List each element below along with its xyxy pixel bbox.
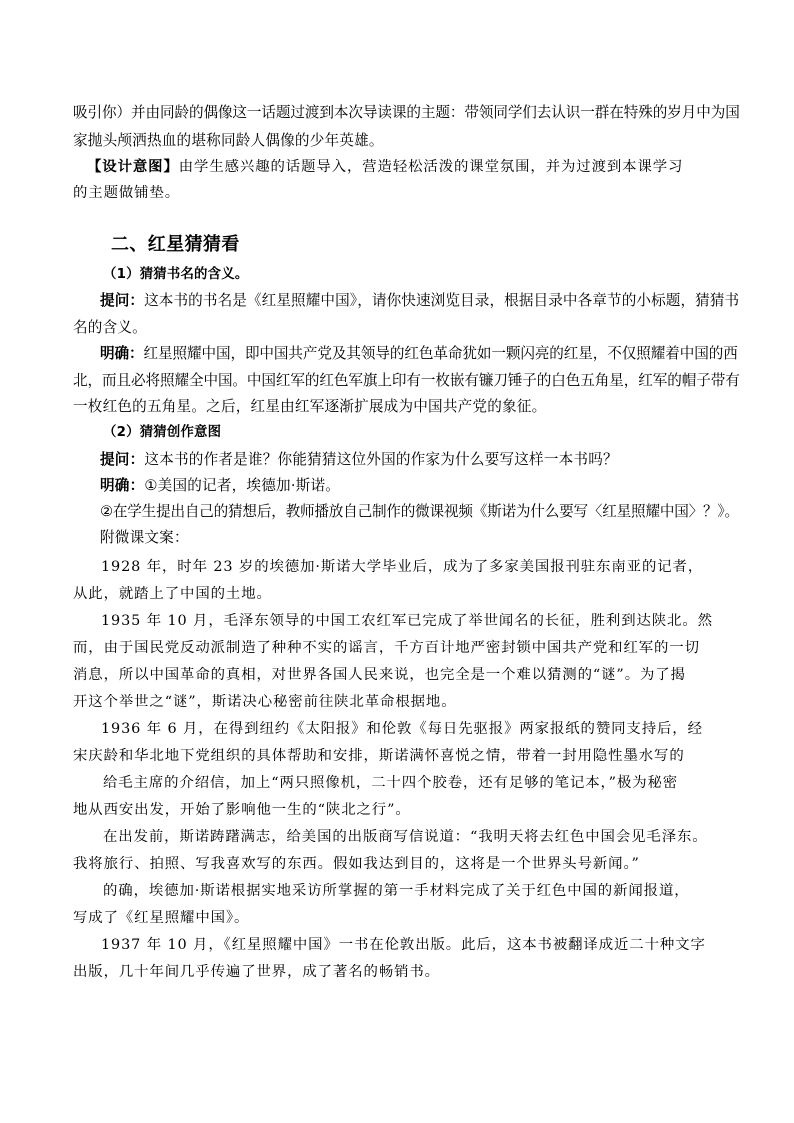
- design-intent-line: 的主题做铺垫。: [73, 185, 181, 201]
- answer-line: ②在学生提出自己的猜想后，教师播放自己制作的微课视频《斯诺为什么要写〈红星照耀中国〉？》。: [100, 503, 739, 520]
- script-line: 宋庆龄和华北地下党组织的具体帮助和安排，斯诺满怀喜悦之情，带着一封用隐性墨水写的: [73, 748, 685, 764]
- intro-line: 家抛头颅洒热血的堪称同龄人偶像的少年英雄。: [73, 132, 384, 149]
- question-text: 这本书的作者是谁？你能猜猜这位外国的作家为什么要写这样一本书吗？: [144, 451, 618, 468]
- answer-text: ①美国的记者，埃德加·斯诺。: [144, 477, 341, 494]
- answer-label: 明确：: [100, 477, 145, 494]
- script-line: 1935 年 10 月，毛泽东领导的中国工农红军已完成了举世闻名的长征，胜利到达陕北。然: [101, 613, 713, 629]
- script-line: 的确，埃德加·斯诺根据实地采访所掌握的第一手材料完成了关于红色中国的新闻报道，: [103, 883, 690, 899]
- script-line: 在出发前，斯诺踌躇满志，给美国的出版商写信说道：“我明天将去红色中国会见毛泽东。: [103, 829, 708, 845]
- script-line: 出版，几十年间几乎传遍了世界，成了著名的畅销书。: [73, 964, 440, 980]
- script-line: 而，由于国民党反动派制造了种种不实的谣言，千方百计地严密封锁中国共产党和红军的一切: [73, 640, 700, 656]
- question-label: 提问：: [100, 451, 145, 468]
- design-intent-paragraph: [87, 157, 683, 177]
- script-line: 1936 年 6 月，在得到纽约《太阳报》和伦敦《每日先驱报》两家报纸的赞同支持后，经: [101, 721, 703, 737]
- answer-paragraph: [100, 344, 738, 364]
- script-line: 从此，就踏上了中国的土地。: [73, 586, 272, 602]
- answer-line: 一枚红色的五角星。之后，红星由红军逐渐扩展成为中国共产党的象征。: [73, 398, 547, 415]
- appendix-label: 附微课文案：: [100, 529, 189, 546]
- script-line: 地从西安出发，开始了影响他一生的“陕北之行”。: [73, 802, 411, 818]
- answer-line: 北，而且必将照耀全中国。中国红军的红色军旗上印有一枚嵌有镰刀锤子的白色五角星，红军的帽子带有: [73, 372, 740, 389]
- subheading: （1）猜猜书名的含义。: [103, 267, 249, 282]
- script-line: 写成了《红星照耀中国》。: [73, 910, 250, 926]
- intro-line: 吸引你）并由同龄的偶像这一话题过渡到本次导读课的主题：带领同学们去认识一群在特殊的岁月中为国: [73, 104, 740, 121]
- question-label: 提问：: [100, 292, 145, 309]
- question-paragraph: [100, 291, 739, 311]
- script-line: 1937 年 10 月，《红星照耀中国》一书在伦敦出版。此后，这本书被翻译成近二十种文字: [101, 937, 706, 953]
- section-heading: 二、红星猜猜看: [111, 234, 240, 255]
- script-line: 给毛主席的介绍信，加上“两只照像机，二十四个胶卷，还有足够的笔记本，”极为秘密: [103, 775, 679, 791]
- design-intent-text: 由学生感兴趣的话题导入，营造轻松活泼的课堂氛围，并为过渡到本课学习: [178, 159, 684, 175]
- script-line: 1928 年，时年 23 岁的埃德加·斯诺大学毕业后，成为了多家美国报刊驻东南亚的记者，: [101, 559, 704, 575]
- answer-paragraph: [100, 476, 340, 496]
- question-line: 名的含义。: [73, 319, 147, 336]
- script-line: 开这个举世之“谜”，斯诺决心秘密前往陕北革命根据地。: [73, 694, 457, 710]
- script-line: 我将旅行、拍照、写我喜欢写的东西。假如我达到目的，这将是一个世界头号新闻。”: [73, 856, 640, 872]
- answer-label: 明确：: [100, 345, 144, 362]
- subheading: （2）猜猜创作意图: [103, 425, 222, 440]
- design-intent-label: 【设计意图】: [87, 158, 179, 175]
- question-paragraph: [100, 450, 618, 470]
- question-text: 这本书的书名是《红星照耀中国》，请你快速浏览目录，根据目录中各章节的小标题，猜猜书: [144, 292, 740, 309]
- script-line: 消息，所以中国革命的真相，对世界各国人民来说，也完全是一个难以猜测的“谜”。为了揭: [73, 667, 686, 683]
- answer-text: 红星照耀中国，即中国共产党及其领导的红色革命犹如一颗闪亮的红星，不仅照耀着中国的西: [143, 345, 738, 362]
